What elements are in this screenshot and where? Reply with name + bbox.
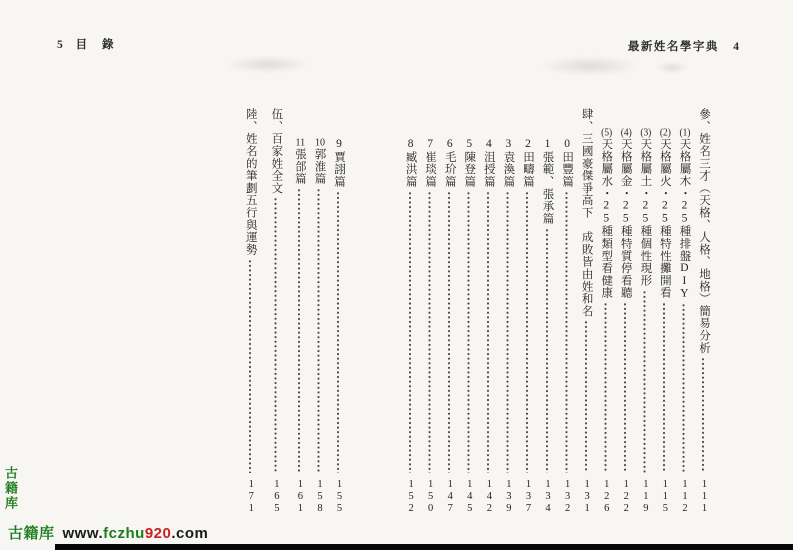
- toc-entry: [442, 100, 456, 515]
- leader-dots: [579, 320, 593, 473]
- toc-page-number: 161: [294, 479, 306, 515]
- toc-entry-label: 3袁渙篇: [502, 138, 515, 188]
- toc-page-number: 122: [620, 479, 632, 515]
- toc-entry: [269, 100, 283, 515]
- watermark-site-name: 古籍库: [8, 525, 55, 542]
- toc: [237, 100, 710, 515]
- leader-dots: [540, 228, 554, 473]
- leader-dots: [269, 197, 283, 473]
- leader-dots: [243, 259, 257, 473]
- toc-page-number: 112: [679, 479, 691, 515]
- toc-page-number: 131: [581, 479, 593, 515]
- toc-page-number: 142: [483, 479, 495, 515]
- leader-dots: [423, 191, 437, 473]
- toc-page-number: 165: [271, 479, 283, 515]
- toc-entry: [423, 100, 437, 515]
- leader-dots: [331, 191, 345, 473]
- leader-dots: [501, 191, 515, 473]
- scan-smudge: [225, 56, 310, 73]
- toc-entry-label: 11張郃篇: [293, 138, 306, 185]
- header-right: [628, 38, 739, 54]
- toc-entry: [599, 100, 613, 515]
- book-page-number: 4: [733, 41, 739, 53]
- toc-entry-label: 2田疇篇: [521, 138, 534, 188]
- toc-entry-label: (1)天格屬木・25種排盤DIY: [678, 128, 691, 301]
- toc-page-number: 152: [405, 479, 417, 515]
- toc-entry: [312, 100, 326, 515]
- watermark-url-domain: fczhu: [103, 525, 145, 542]
- toc-entry: [657, 100, 671, 515]
- toc-page-number: 155: [334, 479, 345, 515]
- toc-entry-label: (4)天格屬金・25種特質停看聽: [619, 128, 632, 299]
- leader-dots: [618, 302, 632, 473]
- toc-entry: [462, 100, 476, 515]
- toc-entry: [579, 100, 593, 515]
- toc-entry-label: (3)天格屬土・25種個性現形: [639, 128, 652, 287]
- toc-entry: [696, 100, 710, 515]
- toc-entry-label: 肆、三國豪傑爭高下 成敗皆由姓和名: [580, 108, 593, 318]
- toc-page-number: 126: [601, 479, 613, 515]
- scan-smudge: [540, 56, 640, 76]
- toc-entry: [677, 100, 691, 515]
- scan-smudge: [655, 62, 689, 73]
- scan-edge-bar: [55, 544, 793, 550]
- toc-entry: [292, 100, 306, 515]
- watermark-url-www: www.: [62, 525, 104, 542]
- toc-entry-label: 伍、百家姓全文: [270, 108, 283, 195]
- leader-dots: [696, 357, 710, 473]
- toc-page-number: 132: [562, 479, 574, 515]
- bottom-watermark: [8, 522, 208, 543]
- leader-dots: [599, 302, 613, 473]
- toc-entry-label: 5陳登篇: [463, 138, 476, 188]
- leader-dots: [403, 191, 417, 473]
- toc-entry-label: 8臧洪篇: [404, 138, 417, 188]
- toc-page-number: 150: [425, 479, 437, 515]
- toc-entry-label: 9賈詡篇: [333, 138, 345, 188]
- toc-entry-label: 10郭淮篇: [313, 138, 326, 185]
- toc-entry: [618, 100, 632, 515]
- toc-entry: [501, 100, 515, 515]
- toc-page-number: 134: [542, 479, 554, 515]
- toc-entry-label: 0田豐篇: [561, 138, 574, 188]
- leader-dots: [462, 191, 476, 473]
- leader-dots: [442, 191, 456, 473]
- toc-entry-label: (2)天格屬火・25種特性攤開看: [658, 128, 671, 299]
- toc-entry: [540, 100, 554, 515]
- toc-entry-label: 陸、姓名的筆劃五行與運勢: [244, 108, 257, 256]
- toc-entry-label: 4沮授篇: [482, 138, 495, 188]
- leader-dots: [520, 191, 534, 473]
- leader-dots: [638, 290, 652, 473]
- header-left: [57, 36, 120, 52]
- toc-page-number: 147: [444, 479, 456, 515]
- folio-page-number: 5: [57, 39, 63, 51]
- toc-page-number: 115: [659, 479, 671, 515]
- toc-entry: [638, 100, 652, 515]
- leader-dots: [560, 191, 574, 473]
- toc-entry-label: 6毛玠篇: [443, 138, 456, 188]
- leader-dots: [292, 188, 306, 473]
- leader-dots: [481, 191, 495, 473]
- toc-page-number: 139: [503, 479, 515, 515]
- leader-dots: [657, 302, 671, 473]
- book-title: 最新姓名學字典: [627, 41, 719, 53]
- toc-page-number: 119: [640, 479, 652, 515]
- toc-entry-label: 參、姓名三才（天格、人格、地格）簡易分析: [698, 108, 710, 354]
- toc-entry-label: 7崔琰篇: [424, 138, 437, 188]
- toc-entry-label: (5)天格屬水・25種類型看健康: [600, 128, 613, 299]
- side-watermark: 古籍库: [3, 466, 18, 511]
- toc-page-number: 145: [464, 479, 476, 515]
- toc-entry: [520, 100, 534, 515]
- toc-page-number: 111: [699, 479, 710, 515]
- toc-entry: [331, 100, 345, 515]
- toc-page-number: 171: [245, 479, 257, 515]
- toc-entry: [403, 100, 417, 515]
- leader-dots: [677, 303, 691, 473]
- toc-entry: [243, 100, 257, 515]
- toc-entry: [560, 100, 574, 515]
- leader-dots: [312, 188, 326, 473]
- toc-page-number: 158: [314, 479, 326, 515]
- toc-entry-label: 1張範、張承篇: [541, 138, 554, 225]
- toc-heading: 目 錄: [75, 39, 120, 51]
- toc-page-number: 137: [522, 479, 534, 515]
- toc-entry: [481, 100, 495, 515]
- watermark-url-tld: .com: [171, 525, 209, 542]
- watermark-url-number: 920: [144, 525, 172, 542]
